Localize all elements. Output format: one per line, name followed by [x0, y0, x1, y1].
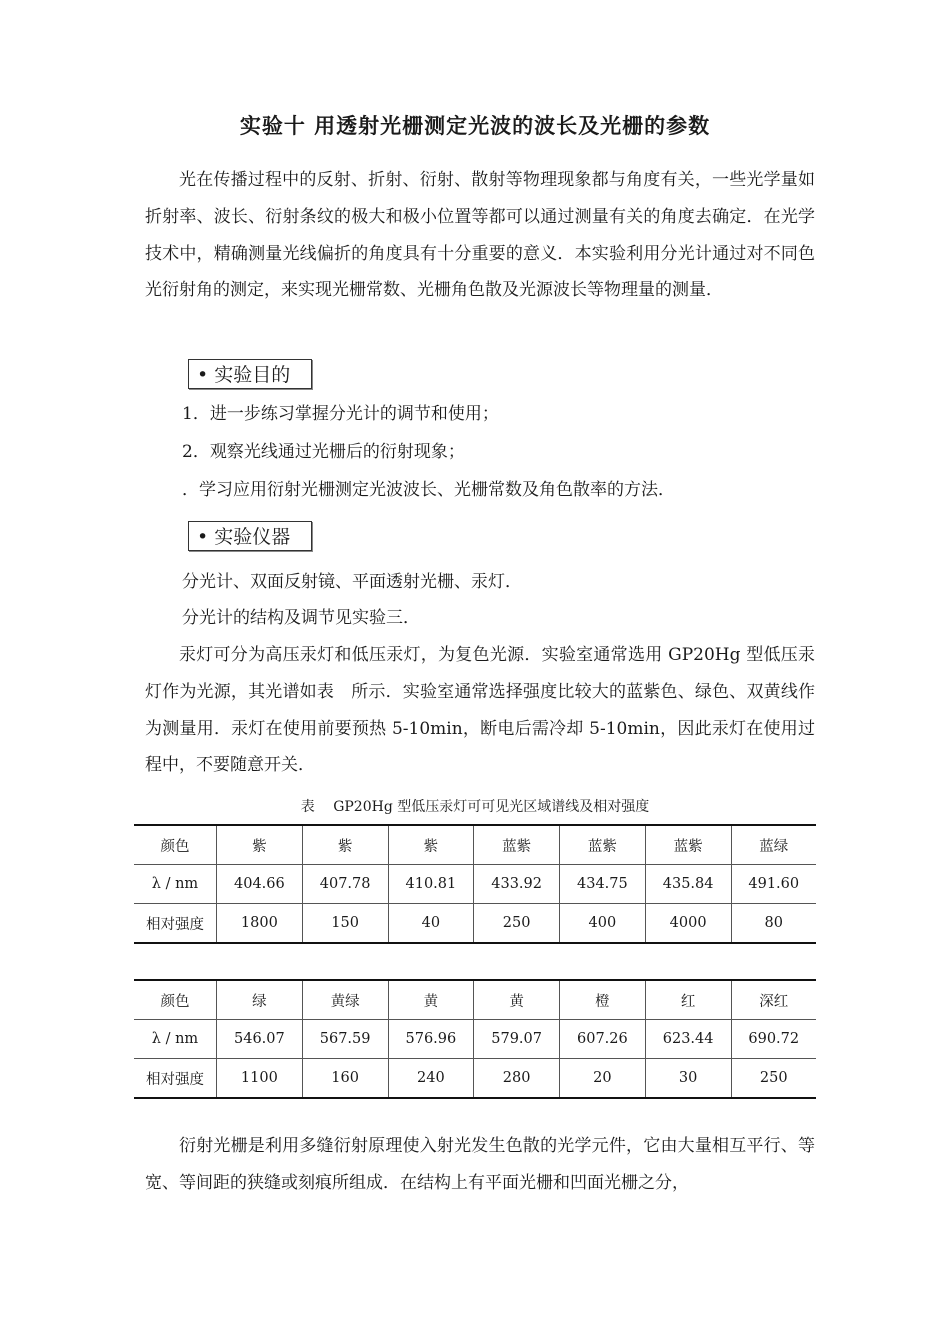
lamp-paragraph: 汞灯可分为高压汞灯和低压汞灯，为复色光源．实验室通常选用 GP20Hg 型低压汞灯作为光源，其光谱如表 所示．实验室通常选择强度比较大的蓝紫色、绿色、双黄线作为测量用．汞灯在使用前要预热 5-10min，断电后需冷却 5-10min，因此汞灯在使用过程中，不要随意开关． — [145, 645, 815, 776]
section-heading-purpose: • 实验目的 — [188, 359, 312, 389]
table-cell: 蓝紫 — [645, 825, 731, 865]
table-cell: 黄绿 — [302, 980, 388, 1020]
purpose-item-2: 2．观察光线通过光栅后的衍射现象； — [182, 442, 465, 462]
spectrum-table-1 — [134, 824, 816, 944]
table-row — [134, 980, 816, 1020]
table-cell: 567.59 — [302, 1020, 388, 1059]
table-cell: 黄 — [388, 980, 474, 1020]
table-cell: 相对强度 — [134, 1059, 217, 1099]
table-cell: 576.96 — [388, 1020, 474, 1059]
table-cell: 紫 — [388, 825, 474, 865]
table-cell: 400 — [560, 904, 646, 944]
table-cell: 紫 — [302, 825, 388, 865]
table-cell: 404.66 — [217, 865, 303, 904]
table-cell: 280 — [474, 1059, 560, 1099]
intro-paragraph: 光在传播过程中的反射、折射、衍射、散射等物理现象都与角度有关，一些光学量如折射率、波长、衍射条纹的极大和极小位置等都可以通过测量有关的角度去确定．在光学技术中，精确测量光线偏折的角度具有十分重要的意义．本实验利用分光计通过对不同色光衍射角的测定，来实现光栅常数、光栅角色散及光源波长等物理量的测量． — [145, 170, 815, 301]
table-cell: 546.07 — [217, 1020, 303, 1059]
table-row — [134, 865, 816, 904]
table-cell: 690.72 — [731, 1020, 816, 1059]
purpose-item-3: ．学习应用衍射光栅测定光波波长、光栅常数及角色散率的方法． — [182, 480, 675, 500]
table-cell: 1100 — [217, 1059, 303, 1099]
table-cell: 深红 — [731, 980, 816, 1020]
table-cell: 颜色 — [134, 980, 217, 1020]
table-cell: 1800 — [217, 904, 303, 944]
table-cell: 颜色 — [134, 825, 217, 865]
table-cell: 40 — [388, 904, 474, 944]
table-cell: 4000 — [645, 904, 731, 944]
table-cell: 579.07 — [474, 1020, 560, 1059]
page-title: 实验十 用透射光栅测定光波的波长及光栅的参数 — [239, 114, 711, 138]
table-cell: 410.81 — [388, 865, 474, 904]
table-cell: 蓝绿 — [731, 825, 816, 865]
table-cell: 607.26 — [560, 1020, 646, 1059]
table-cell: 240 — [388, 1059, 474, 1099]
table-cell: 623.44 — [645, 1020, 731, 1059]
table-cell: 红 — [645, 980, 731, 1020]
table-cell: 绿 — [217, 980, 303, 1020]
table-cell: 相对强度 — [134, 904, 217, 944]
table-caption: 表 GP20Hg 型低压汞灯可可见光区域谱线及相对强度 — [300, 799, 650, 815]
table-cell: 250 — [474, 904, 560, 944]
table-cell: 黄 — [474, 980, 560, 1020]
table-cell: 435.84 — [645, 865, 731, 904]
table-cell: 80 — [731, 904, 816, 944]
grating-paragraph: 衍射光栅是利用多缝衍射原理使入射光发生色散的光学元件，它由大量相互平行、等宽、等间距的狭缝或刻痕所组成．在结构上有平面光栅和凹面光栅之分， — [145, 1136, 815, 1193]
table-cell: 紫 — [217, 825, 303, 865]
table-cell: 250 — [731, 1059, 816, 1099]
table-cell: 蓝紫 — [560, 825, 646, 865]
table-cell: 150 — [302, 904, 388, 944]
table-cell: 30 — [645, 1059, 731, 1099]
table-cell: 橙 — [560, 980, 646, 1020]
instruments-line-1: 分光计、双面反射镜、平面透射光栅、汞灯． — [182, 572, 522, 592]
table-cell: 20 — [560, 1059, 646, 1099]
instruments-line-2: 分光计的结构及调节见实验三． — [182, 608, 420, 628]
section-heading-instruments: • 实验仪器 — [188, 521, 312, 551]
table-cell: 蓝紫 — [474, 825, 560, 865]
table-row — [134, 1020, 816, 1059]
table-cell: 160 — [302, 1059, 388, 1099]
table-cell: λ / nm — [134, 1020, 217, 1059]
spectrum-table-2 — [134, 979, 816, 1099]
purpose-item-1: 1．进一步练习掌握分光计的调节和使用； — [182, 404, 499, 424]
table-row — [134, 825, 816, 865]
table-cell: 491.60 — [731, 865, 816, 904]
table-cell: λ / nm — [134, 865, 217, 904]
table-cell: 433.92 — [474, 865, 560, 904]
table-row — [134, 1059, 816, 1099]
table-row — [134, 904, 816, 944]
table-cell: 407.78 — [302, 865, 388, 904]
table-cell: 434.75 — [560, 865, 646, 904]
